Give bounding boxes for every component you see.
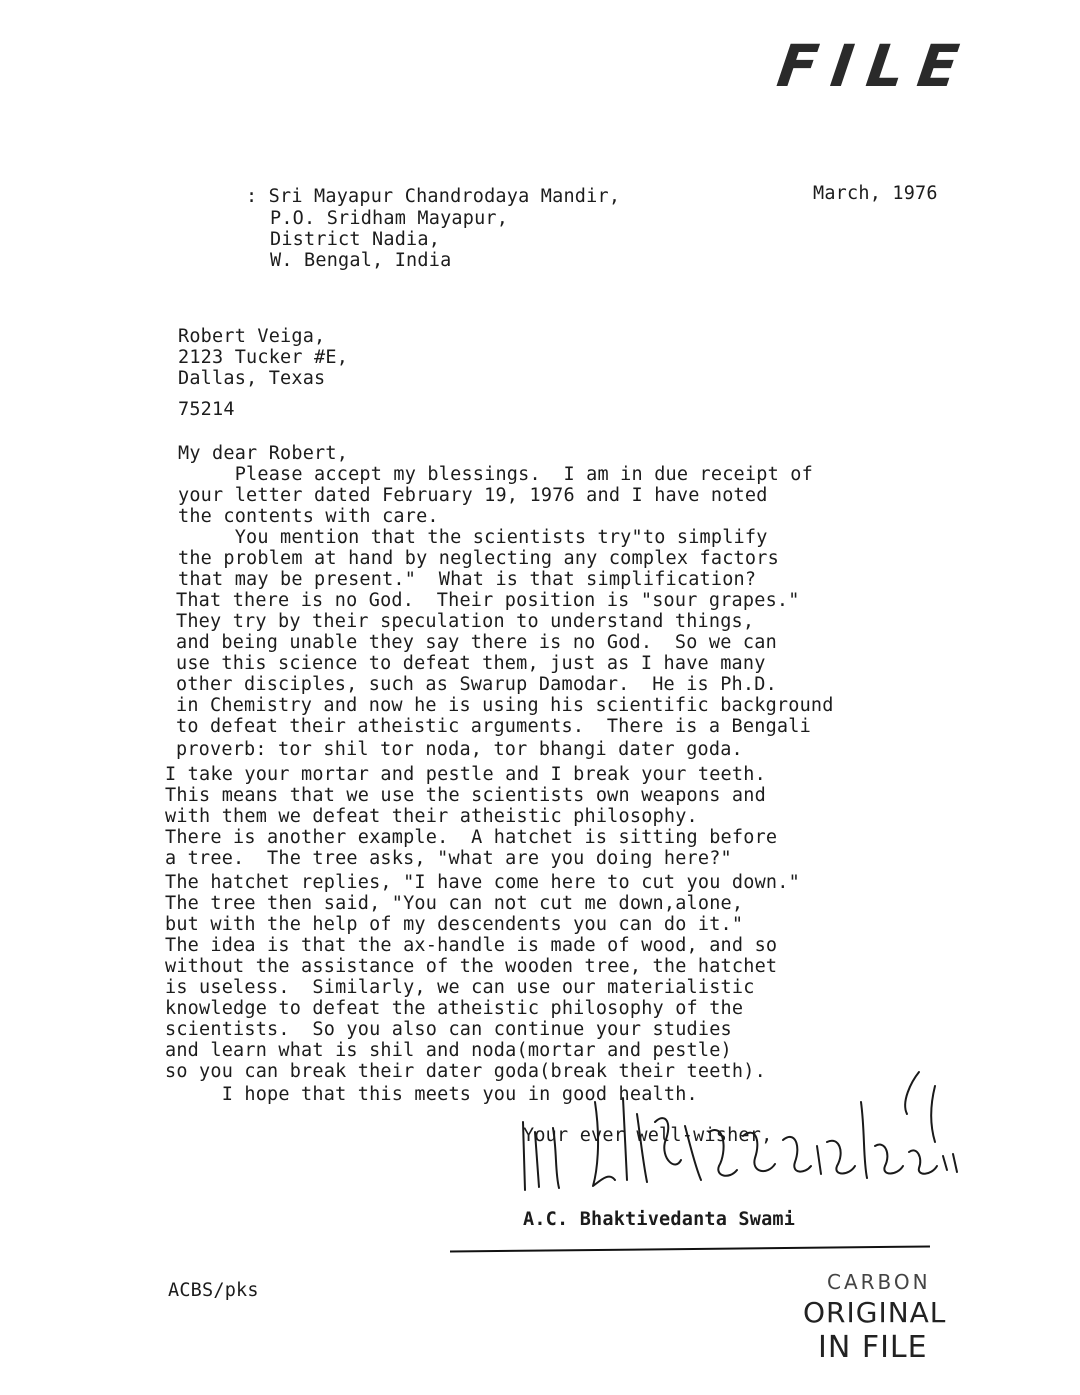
body-line: use this science to defeat them, just as I have many [176,653,766,674]
typist-initials: ACBS/pks [168,1280,259,1301]
body-line: The hatchet replies, "I have come here to cut you down." [165,872,800,893]
body-line: but with the help of my descendents you can do it." [165,914,744,935]
body-line: The tree then said, "You can not cut me down,alone, [165,893,744,914]
carbon-label: CARBON [827,1270,931,1294]
body-line: scientists. So you also can continue your studies [165,1019,732,1040]
in-file-label: IN FILE [818,1330,928,1365]
body-line: is useless. Similarly, we can use our materialistic [165,977,755,998]
body-line: so you can break their dater goda(break their teeth). [165,1061,766,1082]
handwritten-signature [505,1062,975,1192]
body-line: that may be present." What is that simplification? [178,569,757,590]
body-line: This means that we use the scientists own weapons and [165,785,766,806]
file-stamp: FILE [773,32,977,100]
body-line: a tree. The tree asks, "what are you doing here?" [165,848,732,869]
body-line: without the assistance of the wooden tree, the hatchet [165,956,778,977]
body-line: The idea is that the ax-handle is made of wood, and so [165,935,778,956]
closing: Your ever well-wisher, [523,1125,773,1146]
signature-rule [450,1245,930,1252]
signature-name: A.C. Bhaktivedanta Swami [523,1209,796,1230]
recipient-line: Robert Veiga, [178,326,326,347]
body-line: That there is no God. Their position is "sour grapes." [176,590,800,611]
address-line: District Nadia, [270,229,441,250]
address-line: P.O. Sridham Mayapur, [270,208,509,229]
body-line: I hope that this meets you in good health. [165,1084,698,1105]
body-line: to defeat their atheistic arguments. There is a Bengali [176,716,811,737]
body-line: and being unable they say there is no God. So we can [176,632,777,653]
body-line: the problem at hand by neglecting any complex factors [178,548,779,569]
letter-date: March, 1976 [813,183,938,204]
address-line: W. Bengal, India [270,250,452,271]
body-line: other disciples, such as Swarup Damodar. He is Ph.D. [176,674,777,695]
body-line: Please accept my blessings. I am in due receipt of [178,464,813,485]
salutation: My dear Robert, [178,443,349,464]
body-line: the contents with care. [178,506,439,527]
body-line: You mention that the scientists try"to simplify [178,527,768,548]
body-line: your letter dated February 19, 1976 and I have noted [178,485,768,506]
body-line: They try by their speculation to understand things, [176,611,755,632]
body-line: and learn what is shil and noda(mortar and pestle) [165,1040,732,1061]
body-line: I take your mortar and pestle and I break your teeth. [165,764,766,785]
address-line: : Sri Mayapur Chandrodaya Mandir, [246,186,621,207]
body-line: knowledge to defeat the atheistic philosophy of the [165,998,744,1019]
recipient-zip: 75214 [178,399,235,420]
recipient-line: 2123 Tucker #E, [178,347,349,368]
body-line: proverb: tor shil tor noda, tor bhangi dater goda. [176,739,743,760]
body-line: There is another example. A hatchet is sitting before [165,827,778,848]
body-line: with them we defeat their atheistic philosophy. [165,806,698,827]
recipient-line: Dallas, Texas [178,368,326,389]
body-line: in Chemistry and now he is using his scientific background [176,695,834,716]
original-label: ORIGINAL [803,1296,947,1329]
